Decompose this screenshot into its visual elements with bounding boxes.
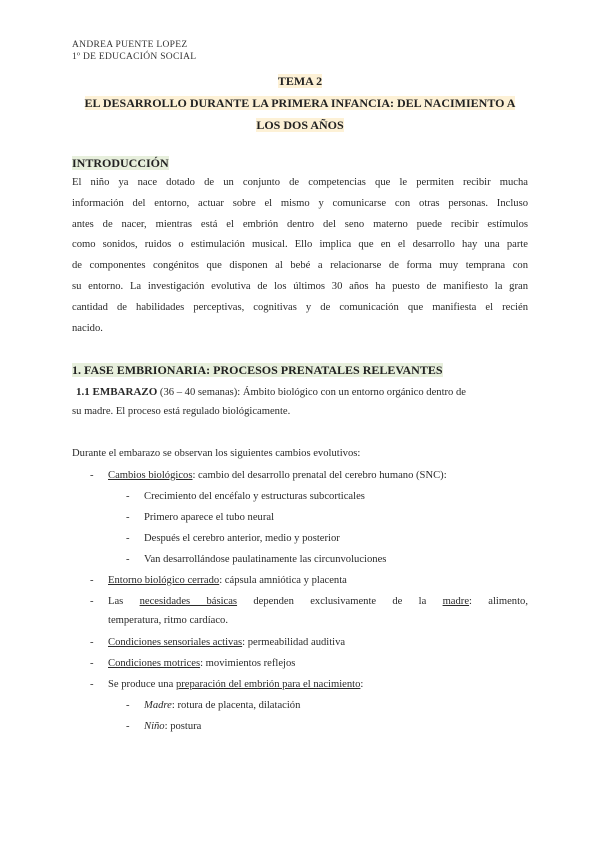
bullet-entorno: Entorno biológico cerrado: cápsula amniótica y placenta [108, 575, 347, 586]
bullet-dash: - [90, 658, 94, 669]
bullet-motor: Condiciones motrices: movimientos reflejos [108, 658, 296, 669]
brain-dash: - [126, 491, 130, 502]
brain-item: Después el cerebro anterior, medio y posterior [144, 533, 340, 544]
bullet-needs-line-2: temperatura, ritmo cardíaco. [108, 615, 229, 626]
intro-line: antes de nacer, mientras está el embrión dentro del seno materno puede recibir estímulos [72, 218, 528, 230]
prep-item-nino: Niño: postura [144, 721, 202, 732]
embarazo-label: 1.1 EMBARAZO [76, 386, 158, 398]
intro-line: información del entorno, actuar sobre el mismo y comunicarse con otras personas. Incluso [72, 197, 528, 209]
embarazo-paragraph [72, 383, 528, 421]
intro-heading: INTRODUCCIÓN [72, 156, 169, 170]
embarazo-line-2: su madre. El proceso está regulado biológicamente. [72, 406, 291, 417]
intro-line: su entorno. La investigación evolutiva de los últimos 30 años ha puesto de manifiesto la gran [72, 280, 528, 292]
bullet-dash: - [90, 637, 94, 648]
prep-item-madre: Madre: rotura de placenta, dilatación [144, 700, 301, 711]
brain-dash: - [126, 554, 130, 565]
bullet-dash: - [90, 470, 94, 481]
bullet-dash: - [90, 596, 94, 607]
brain-item: Van desarrollándose paulatinamente las circunvoluciones [144, 554, 387, 565]
bullet-prep: Se produce una preparación del embrión para el nacimiento: [108, 679, 364, 690]
embarazo-weeks: (36 – 40 semanas): Ámbito biológico con un entorno orgánico dentro de [157, 387, 467, 398]
intro-line: como sonidos, ruidos o estimulación musical. Ello implica que en el desarrollo hay una parte [72, 239, 528, 251]
changes-intro: Durante el embarazo se observan los siguientes cambios evolutivos: [72, 448, 361, 459]
bullet-sensory: Condiciones sensoriales activas: permeabilidad auditiva [108, 637, 346, 648]
author-name: ANDREA PUENTE LOPEZ [72, 40, 188, 50]
title-topic: TEMA 2 [277, 74, 323, 88]
brain-dash: - [126, 533, 130, 544]
intro-paragraph [72, 173, 528, 339]
bullet-biological: Cambios biológicos: cambio del desarrollo prenatal del cerebro humano (SNC): [108, 470, 447, 481]
intro-line: cantidad de habilidades perceptivas, cognitivas y de comunicación que manifiesta el recién [72, 301, 528, 313]
course-name: 1º DE EDUCACIÓN SOCIAL [72, 52, 197, 62]
prep-dash: - [126, 721, 130, 732]
brain-dash: - [126, 512, 130, 523]
title-line-2: LOS DOS AÑOS [256, 118, 344, 132]
intro-line: nacido. [72, 322, 103, 334]
intro-line: de componentes congénitos que disponen al bebé a relacionarse de forma muy temprana con [72, 260, 528, 272]
title-block [72, 70, 528, 136]
prep-dash: - [126, 700, 130, 711]
bullet-dash: - [90, 679, 94, 690]
brain-item: Crecimiento del encéfalo y estructuras subcorticales [144, 491, 365, 502]
bullet-dash: - [90, 575, 94, 586]
bullet-needs: Las necesidades básicas dependen exclusivamente de la madre: alimento, [108, 596, 528, 607]
title-line-1: EL DESARROLLO DURANTE LA PRIMERA INFANCIA: DEL NACIMIENTO A [84, 96, 516, 110]
brain-item: Primero aparece el tubo neural [144, 512, 275, 523]
section1-heading: 1. FASE EMBRIONARIA: PROCESOS PRENATALES RELEVANTES [72, 363, 443, 377]
intro-line: El niño ya nace dotado de un conjunto de competencias que le permiten recibir mucha [72, 177, 528, 188]
author-header [72, 39, 196, 63]
